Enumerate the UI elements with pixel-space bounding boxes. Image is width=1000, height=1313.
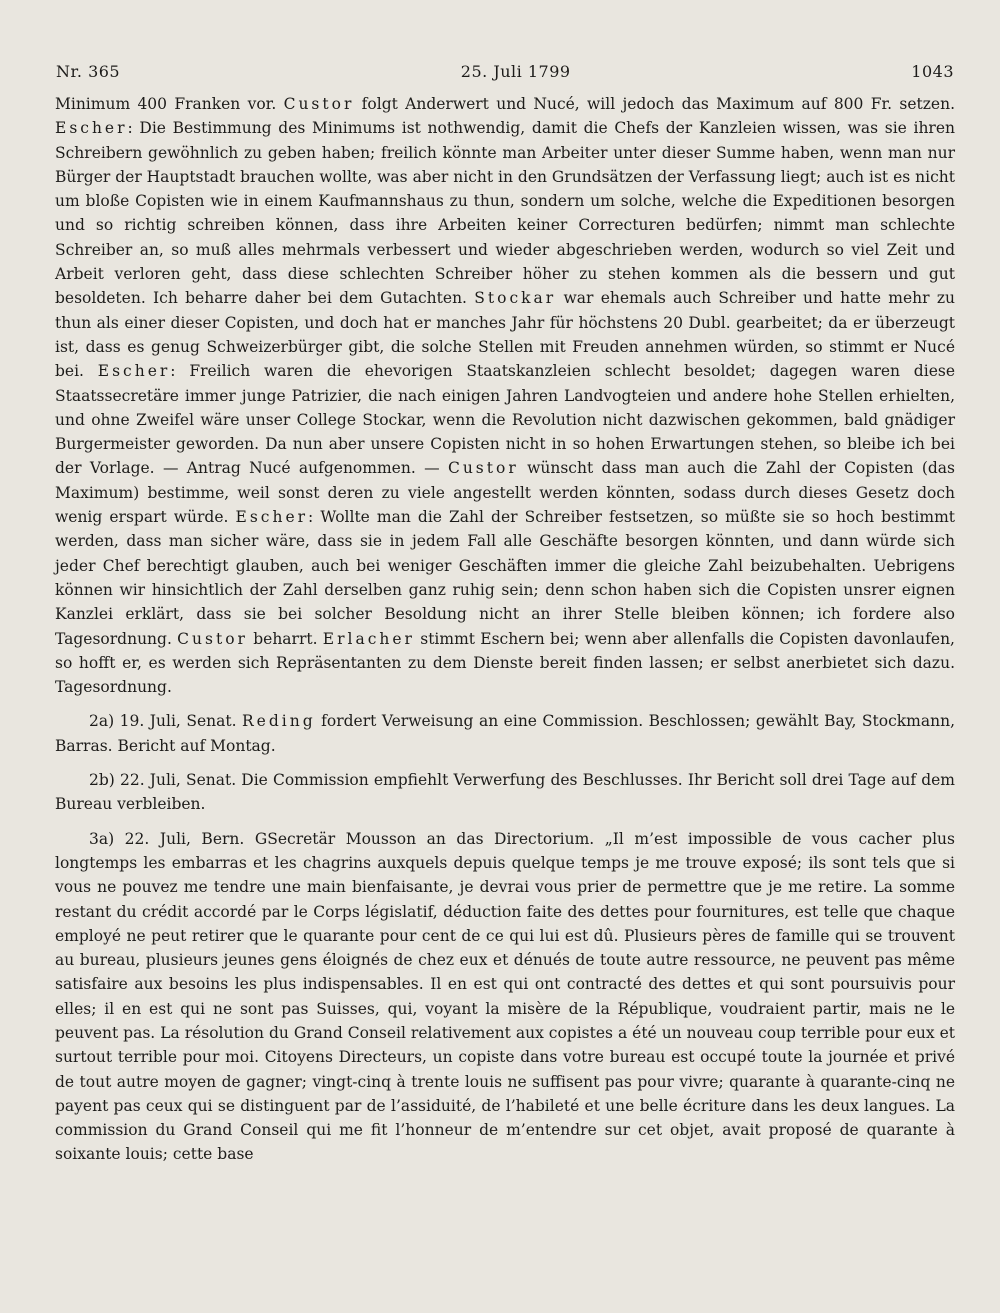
paragraph [55, 92, 955, 699]
document-number: Nr. 365 [56, 62, 121, 81]
speaker-name: Stockar [474, 289, 557, 308]
text-run: stimmt Eschern bei; wenn aber allenfalls die Copisten davonlaufen, so hofft er, es werden sich Repräsentanten zu dem Dienste bereit finden lassen; er selbst anerbietet sich dazu. Tagesordnung. [55, 629, 955, 697]
text-run: Minimum 400 Franken vor. [55, 95, 284, 113]
speaker-name: Escher [235, 508, 309, 527]
text-run: : Wollte man die Zahl der Schreiber festsetzen, so müßte sie so hoch bestimmt werden, dass man sicher wäre, dass sie in jedem Fall alle Geschäfte besorgen könnten, und dann würde sich jeder Chef berechtigt glauben, auch bei weniger Geschäften immer die gleiche Zahl beizubehalten. Uebrigens können wir hinsichtlich der Zahl derselben ganz ruhig sein; denn schon haben sich die Copisten unsrer eignen Kanzlei erklärt, dass sie bei solcher Besoldung nicht an ihrer Stelle bleiben können; ich fordere also Tagesordnung. [55, 508, 955, 648]
page-number: 1043 [911, 62, 954, 81]
speaker-name: Reding [242, 712, 316, 731]
speaker-name: Escher [97, 362, 171, 381]
text-run: : Freilich waren die ehevorigen Staatskanzleien schlecht besoldet; dagegen waren diese Staatssecretäre immer junge Patrizier, die nach einigen Jahren Landvogteien und andere hohe Stellen erhielten, und ohne Zweifel wäre unser College Stockar, wenn die Revolution nicht dazwischen gekommen, bald gnädiger Burgermeister geworden. Da nun aber unsere Copisten nicht in so hohen Erwartungen stehen, so bleibe ich bei der Vorlage. — Antrag Nucé aufgenommen. — [55, 362, 955, 478]
speaker-name: Custor [283, 95, 355, 113]
text-run: 2b) 22. Juli, Senat. Die Commission empfiehlt Verwerfung des Beschlusses. Ihr Bericht soll drei Tage auf dem Bureau verbleiben. [55, 771, 955, 814]
speaker-name: Erlacher [322, 629, 415, 648]
text-run: 2a) 19. Juli, Senat. [89, 712, 243, 731]
text-run: : Die Bestimmung des Minimums ist nothwendig, damit die Chefs der Kanzleien wissen, was sie ihren Schreibern gewöhnlich zu geben haben; freilich könnte man Arbeiter unter dieser Summe haben, wenn man nur Bürger der Hauptstadt brauchen wollte, was aber nicht in den Grundsätzen der Verfassung liegt; auch ist es nicht um bloße Copisten wie in einem Kaufmannshaus zu thun, sondern um solche, welche die Expeditionen besorgen und so richtig schreiben können, dass ihre Arbeiten keiner Correcturen bedürfen; nimmt man schlechte Schreiber an, so muß alles mehrmals verbessert und wieder abgeschrieben werden, wodurch so viel Zeit und Arbeit verloren geht, dass diese schlechten Schreiber höher zu stehen kommen als die bessern und gut besoldeten. Ich beharre daher bei dem Gutachten. [55, 119, 955, 308]
paragraph [55, 709, 955, 758]
document-body [55, 92, 955, 1167]
paragraph [55, 827, 955, 1167]
text-run: fordert Verweisung an eine Commission. Beschlossen; gewählt Bay, Stockmann, Barras. Bericht auf Montag. [55, 712, 955, 755]
paragraph [55, 768, 955, 817]
running-header [56, 62, 954, 86]
text-run: wünscht dass man auch die Zahl der Copisten (das Maximum) bestimme, weil sonst deren zu viele angestellt werden könnten, sodass durch dieses Gesetz doch wenig erspart würde. [55, 459, 956, 527]
text-run: 3a) 22. Juli, Bern. GSecretär Mousson an das Directorium. „Il m’est impossible de vous cacher plus longtemps les embarras et les chagrins auxquels depuis quelque temps je me trouve exposé; ils sont tels que si vous ne pouvez me tendre une main bienfaisante, je devrai vous prier de permettre que je me retire. La somme restant du crédit accordé par le Corps législatif, déduction faite des dettes pour fournitures, est telle que chaque employé ne peut retirer que le quarante pour cent de ce qui lui est dû. Plusieurs pères de famille qui se trouvent au bureau, plusieurs jeunes gens éloignés de chez eux et dénués de toute autre ressource, ne peuvent pas même satisfaire aux besoins les plus indispensables. Il en est qui ont contracté des dettes et qui sont poursuivis pour elles; il en est qui ne sont pas Suisses, qui, voyant la misère de la République, voudraient partir, mais ne le peuvent pas. La résolution du Grand Conseil relativement aux copistes a été un nouveau coup terrible pour eux et surtout terrible pour moi. Citoyens Directeurs, un copiste dans votre bureau est occupé toute la journée et privé de tout autre moyen de gagner; vingt-cinq à trente louis ne suffisent pas pour vivre; quarante à quarante-cinq ne payent pas ceux qui se distinguent par de l’assiduité, de l’habileté et une belle écriture dans les deux langues. La commission du Grand Conseil qui me fit l’honneur de m’entendre sur cet objet, avait proposé de quarante à soixante louis; cette base [55, 829, 955, 1164]
speaker-name: Custor [177, 629, 248, 648]
text-run: war ehemals auch Schreiber und hatte mehr zu thun als einer dieser Copisten, und doch hat er manches Jahr für höchstens 20 Dubl. gearbeitet; da er überzeugt ist, dass es genug Schweizerbürger gibt, die solche Stellen mit Freuden annehmen würden, so stimmt er Nucé bei. [55, 289, 955, 381]
speaker-name: Escher [55, 119, 128, 138]
text-run: beharrt. [247, 629, 323, 648]
header-date: 25. Juli 1799 [460, 62, 571, 81]
speaker-name: Custor [447, 459, 519, 478]
text-run: folgt Anderwert und Nucé, will jedoch das Maximum auf 800 Fr. setzen. [354, 95, 955, 113]
